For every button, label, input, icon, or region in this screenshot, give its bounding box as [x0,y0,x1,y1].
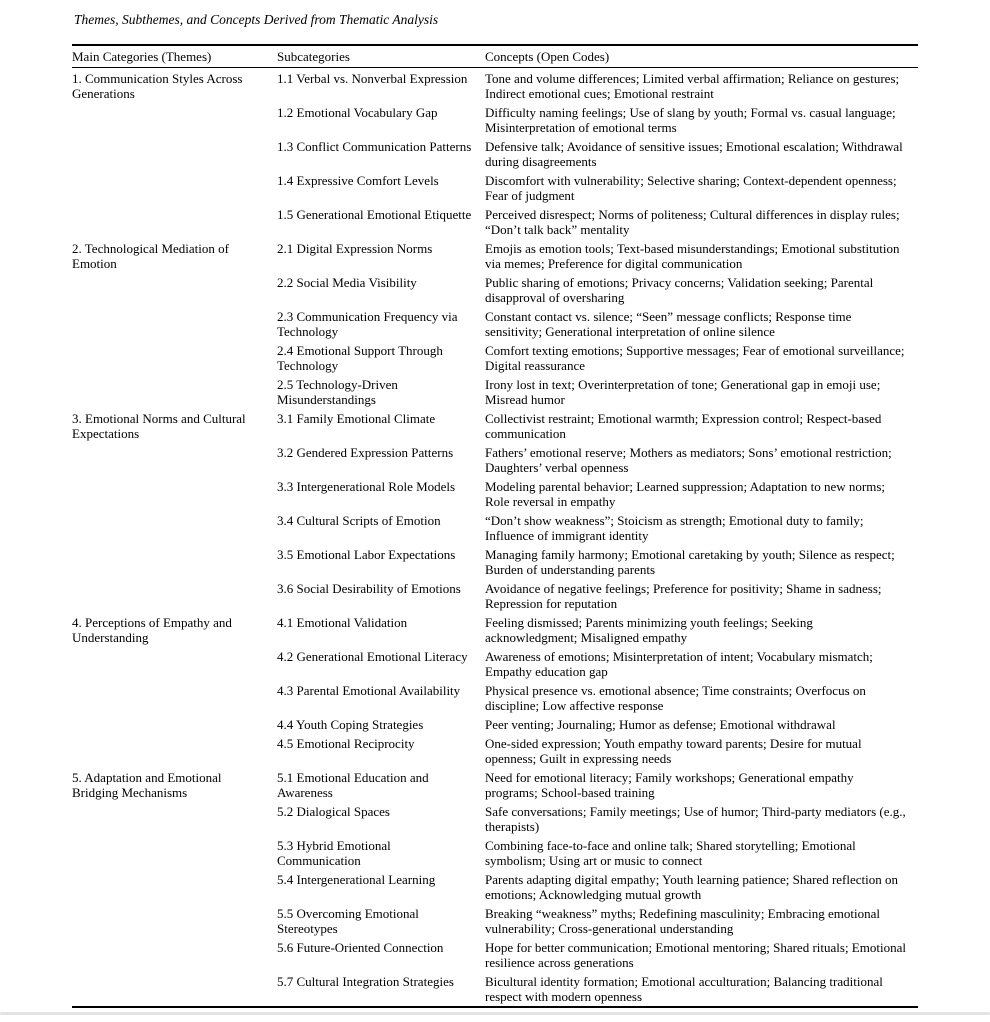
concepts-cell: Modeling parental behavior; Learned suppression; Adaptation to new norms; Role reversal in empathy [485,479,886,509]
subcategory-cell: 5.5 Overcoming Emotional Stereotypes [277,906,419,936]
subcategory-cell: 5.6 Future-Oriented Connection [277,940,444,955]
subcategory-cell: 5.1 Emotional Education and Awareness [277,770,429,800]
subcategory-cell: 1.3 Conflict Communication Patterns [277,139,472,154]
subcategory-cell: 2.5 Technology-Driven Misunderstandings [277,377,398,407]
subcategory-cell: 2.4 Emotional Support Through Technology [277,343,443,373]
subcategory-cell: 4.3 Parental Emotional Availability [277,683,461,698]
header-subcategories: Subcategories [277,45,485,68]
theme-cell [72,307,277,341]
theme-cell: 3. Emotional Norms and Cultural Expectations [72,411,246,441]
subcategory-cell: 4.5 Emotional Reciprocity [277,736,415,751]
theme-cell [72,545,277,579]
subcategory-cell: 1.5 Generational Emotional Etiquette [277,207,472,222]
concepts-cell: Tone and volume differences; Limited verbal affirmation; Reliance on gestures; Indirect emotional cues; Emotional restraint [485,71,900,101]
subcategory-cell: 4.1 Emotional Validation [277,615,408,630]
theme-cell [72,802,277,836]
subcategory-cell: 1.2 Emotional Vocabulary Gap [277,105,438,120]
table-row [72,938,918,972]
concepts-cell: Collectivist restraint; Emotional warmth; Expression control; Respect-based communication [485,411,882,441]
table-row [72,715,918,734]
theme-cell: 2. Technological Mediation of Emotion [72,241,229,271]
table-row [72,171,918,205]
header-concepts: Concepts (Open Codes) [485,45,918,68]
table-row [72,579,918,613]
table-header-row [72,45,918,68]
table-row [72,734,918,768]
table-row [72,681,918,715]
table-row [72,836,918,870]
table-row [72,375,918,409]
subcategory-cell: 3.1 Family Emotional Climate [277,411,436,426]
concepts-cell: Hope for better communication; Emotional mentoring; Shared rituals; Emotional resilience across generations [485,940,906,970]
table-row [72,103,918,137]
concepts-cell: Managing family harmony; Emotional caretaking by youth; Silence as respect; Burden of understanding parents [485,547,895,577]
subcategory-cell: 2.2 Social Media Visibility [277,275,417,290]
concepts-cell: Feeling dismissed; Parents minimizing youth feelings; Seeking acknowledgment; Misaligned empathy [485,615,813,645]
theme-cell [72,477,277,511]
concepts-cell: Physical presence vs. emotional absence; Time constraints; Overfocus on discipline; Low affective response [485,683,866,713]
table-row [72,341,918,375]
table-row [72,239,918,273]
table-row [72,273,918,307]
subcategory-cell: 3.2 Gendered Expression Patterns [277,445,454,460]
subcategory-cell: 3.5 Emotional Labor Expectations [277,547,456,562]
table-row [72,307,918,341]
subcategory-cell: 4.2 Generational Emotional Literacy [277,649,468,664]
table-row [72,205,918,239]
subcategory-cell: 3.6 Social Desirability of Emotions [277,581,461,596]
table-row [72,972,918,1007]
theme-cell: 1. Communication Styles Across Generations [72,71,243,101]
table-row [72,647,918,681]
table-row [72,68,918,104]
subcategory-cell: 5.3 Hybrid Emotional Communication [277,838,391,868]
concepts-cell: Discomfort with vulnerability; Selective sharing; Context-dependent openness; Fear of judgment [485,173,897,203]
concepts-cell: Bicultural identity formation; Emotional acculturation; Balancing traditional respect with modern openness [485,974,883,1004]
theme-cell: 5. Adaptation and Emotional Bridging Mechanisms [72,770,222,800]
table-row [72,409,918,443]
table-row [72,613,918,647]
concepts-cell: Avoidance of negative feelings; Preference for positivity; Shame in sadness; Repression for reputation [485,581,882,611]
table-row [72,477,918,511]
theme-cell [72,375,277,409]
concepts-cell: Combining face-to-face and online talk; Shared storytelling; Emotional symbolism; Using art or music to connect [485,838,856,868]
concepts-cell: Constant contact vs. silence; “Seen” message conflicts; Response time sensitivity; Generational interpretation of online silence [485,309,852,339]
concepts-cell: Fathers’ emotional reserve; Mothers as mediators; Sons’ emotional restriction; Daughters’ verbal openness [485,445,892,475]
concepts-cell: Defensive talk; Avoidance of sensitive issues; Emotional escalation; Withdrawal during disagreements [485,139,903,169]
concepts-cell: Difficulty naming feelings; Use of slang by youth; Formal vs. casual language; Misinterpretation of emotional terms [485,105,896,135]
subcategory-cell: 2.3 Communication Frequency via Technology [277,309,458,339]
thematic-analysis-table [72,44,918,1008]
subcategory-cell: 5.4 Intergenerational Learning [277,872,436,887]
concepts-cell: Public sharing of emotions; Privacy concerns; Validation seeking; Parental disapproval of oversharing [485,275,874,305]
concepts-cell: Peer venting; Journaling; Humor as defense; Emotional withdrawal [485,717,836,732]
concepts-cell: Need for emotional literacy; Family workshops; Generational empathy programs; School-based training [485,770,854,800]
table-row [72,137,918,171]
theme-cell: 4. Perceptions of Empathy and Understanding [72,615,232,645]
table-title: Themes, Subthemes, and Concepts Derived from Thematic Analysis [74,12,439,27]
theme-cell [72,443,277,477]
theme-cell [72,734,277,768]
concepts-cell: “Don’t show weakness”; Stoicism as strength; Emotional duty to family; Influence of immigrant identity [485,513,864,543]
table-row [72,802,918,836]
subcategory-cell: 1.4 Expressive Comfort Levels [277,173,439,188]
theme-cell [72,715,277,734]
subcategory-cell: 5.7 Cultural Integration Strategies [277,974,454,989]
concepts-cell: Awareness of emotions; Misinterpretation of intent; Vocabulary mismatch; Empathy education gap [485,649,873,679]
concepts-cell: Perceived disrespect; Norms of politeness; Cultural differences in display rules; “Don’t talk back” mentality [485,207,900,237]
header-main-categories: Main Categories (Themes) [72,45,277,68]
table-row [72,443,918,477]
theme-cell [72,836,277,870]
theme-cell [72,938,277,972]
theme-cell [72,870,277,904]
theme-cell [72,681,277,715]
subcategory-cell: 1.1 Verbal vs. Nonverbal Expression [277,71,468,86]
subcategory-cell: 4.4 Youth Coping Strategies [277,717,424,732]
theme-cell [72,137,277,171]
concepts-cell: Emojis as emotion tools; Text-based misunderstandings; Emotional substitution via memes; Preference for digital communication [485,241,900,271]
concepts-cell: Parents adapting digital empathy; Youth learning patience; Shared reflection on emotions; Acknowledging mutual growth [485,872,899,902]
concepts-cell: Safe conversations; Family meetings; Use of humor; Third-party mediators (e.g., therapists) [485,804,906,834]
table-row [72,768,918,802]
table-body [72,68,918,1008]
theme-cell [72,579,277,613]
document-page [72,12,918,1008]
table-row [72,545,918,579]
viewport-bottom-edge [0,1012,990,1015]
concepts-cell: Comfort texting emotions; Supportive messages; Fear of emotional surveillance; Digital reassurance [485,343,905,373]
subcategory-cell: 2.1 Digital Expression Norms [277,241,433,256]
subcategory-cell: 5.2 Dialogical Spaces [277,804,390,819]
table-row [72,511,918,545]
concepts-cell: Breaking “weakness” myths; Redefining masculinity; Embracing emotional vulnerability; Cross-generational understanding [485,906,880,936]
theme-cell [72,103,277,137]
table-row [72,904,918,938]
table-row [72,870,918,904]
theme-cell [72,647,277,681]
theme-cell [72,972,277,1007]
theme-cell [72,171,277,205]
concepts-cell: Irony lost in text; Overinterpretation of tone; Generational gap in emoji use; Misread humor [485,377,881,407]
theme-cell [72,341,277,375]
theme-cell [72,273,277,307]
theme-cell [72,511,277,545]
subcategory-cell: 3.3 Intergenerational Role Models [277,479,456,494]
concepts-cell: One-sided expression; Youth empathy toward parents; Desire for mutual openness; Guilt in expressing needs [485,736,862,766]
theme-cell [72,205,277,239]
theme-cell [72,904,277,938]
subcategory-cell: 3.4 Cultural Scripts of Emotion [277,513,441,528]
